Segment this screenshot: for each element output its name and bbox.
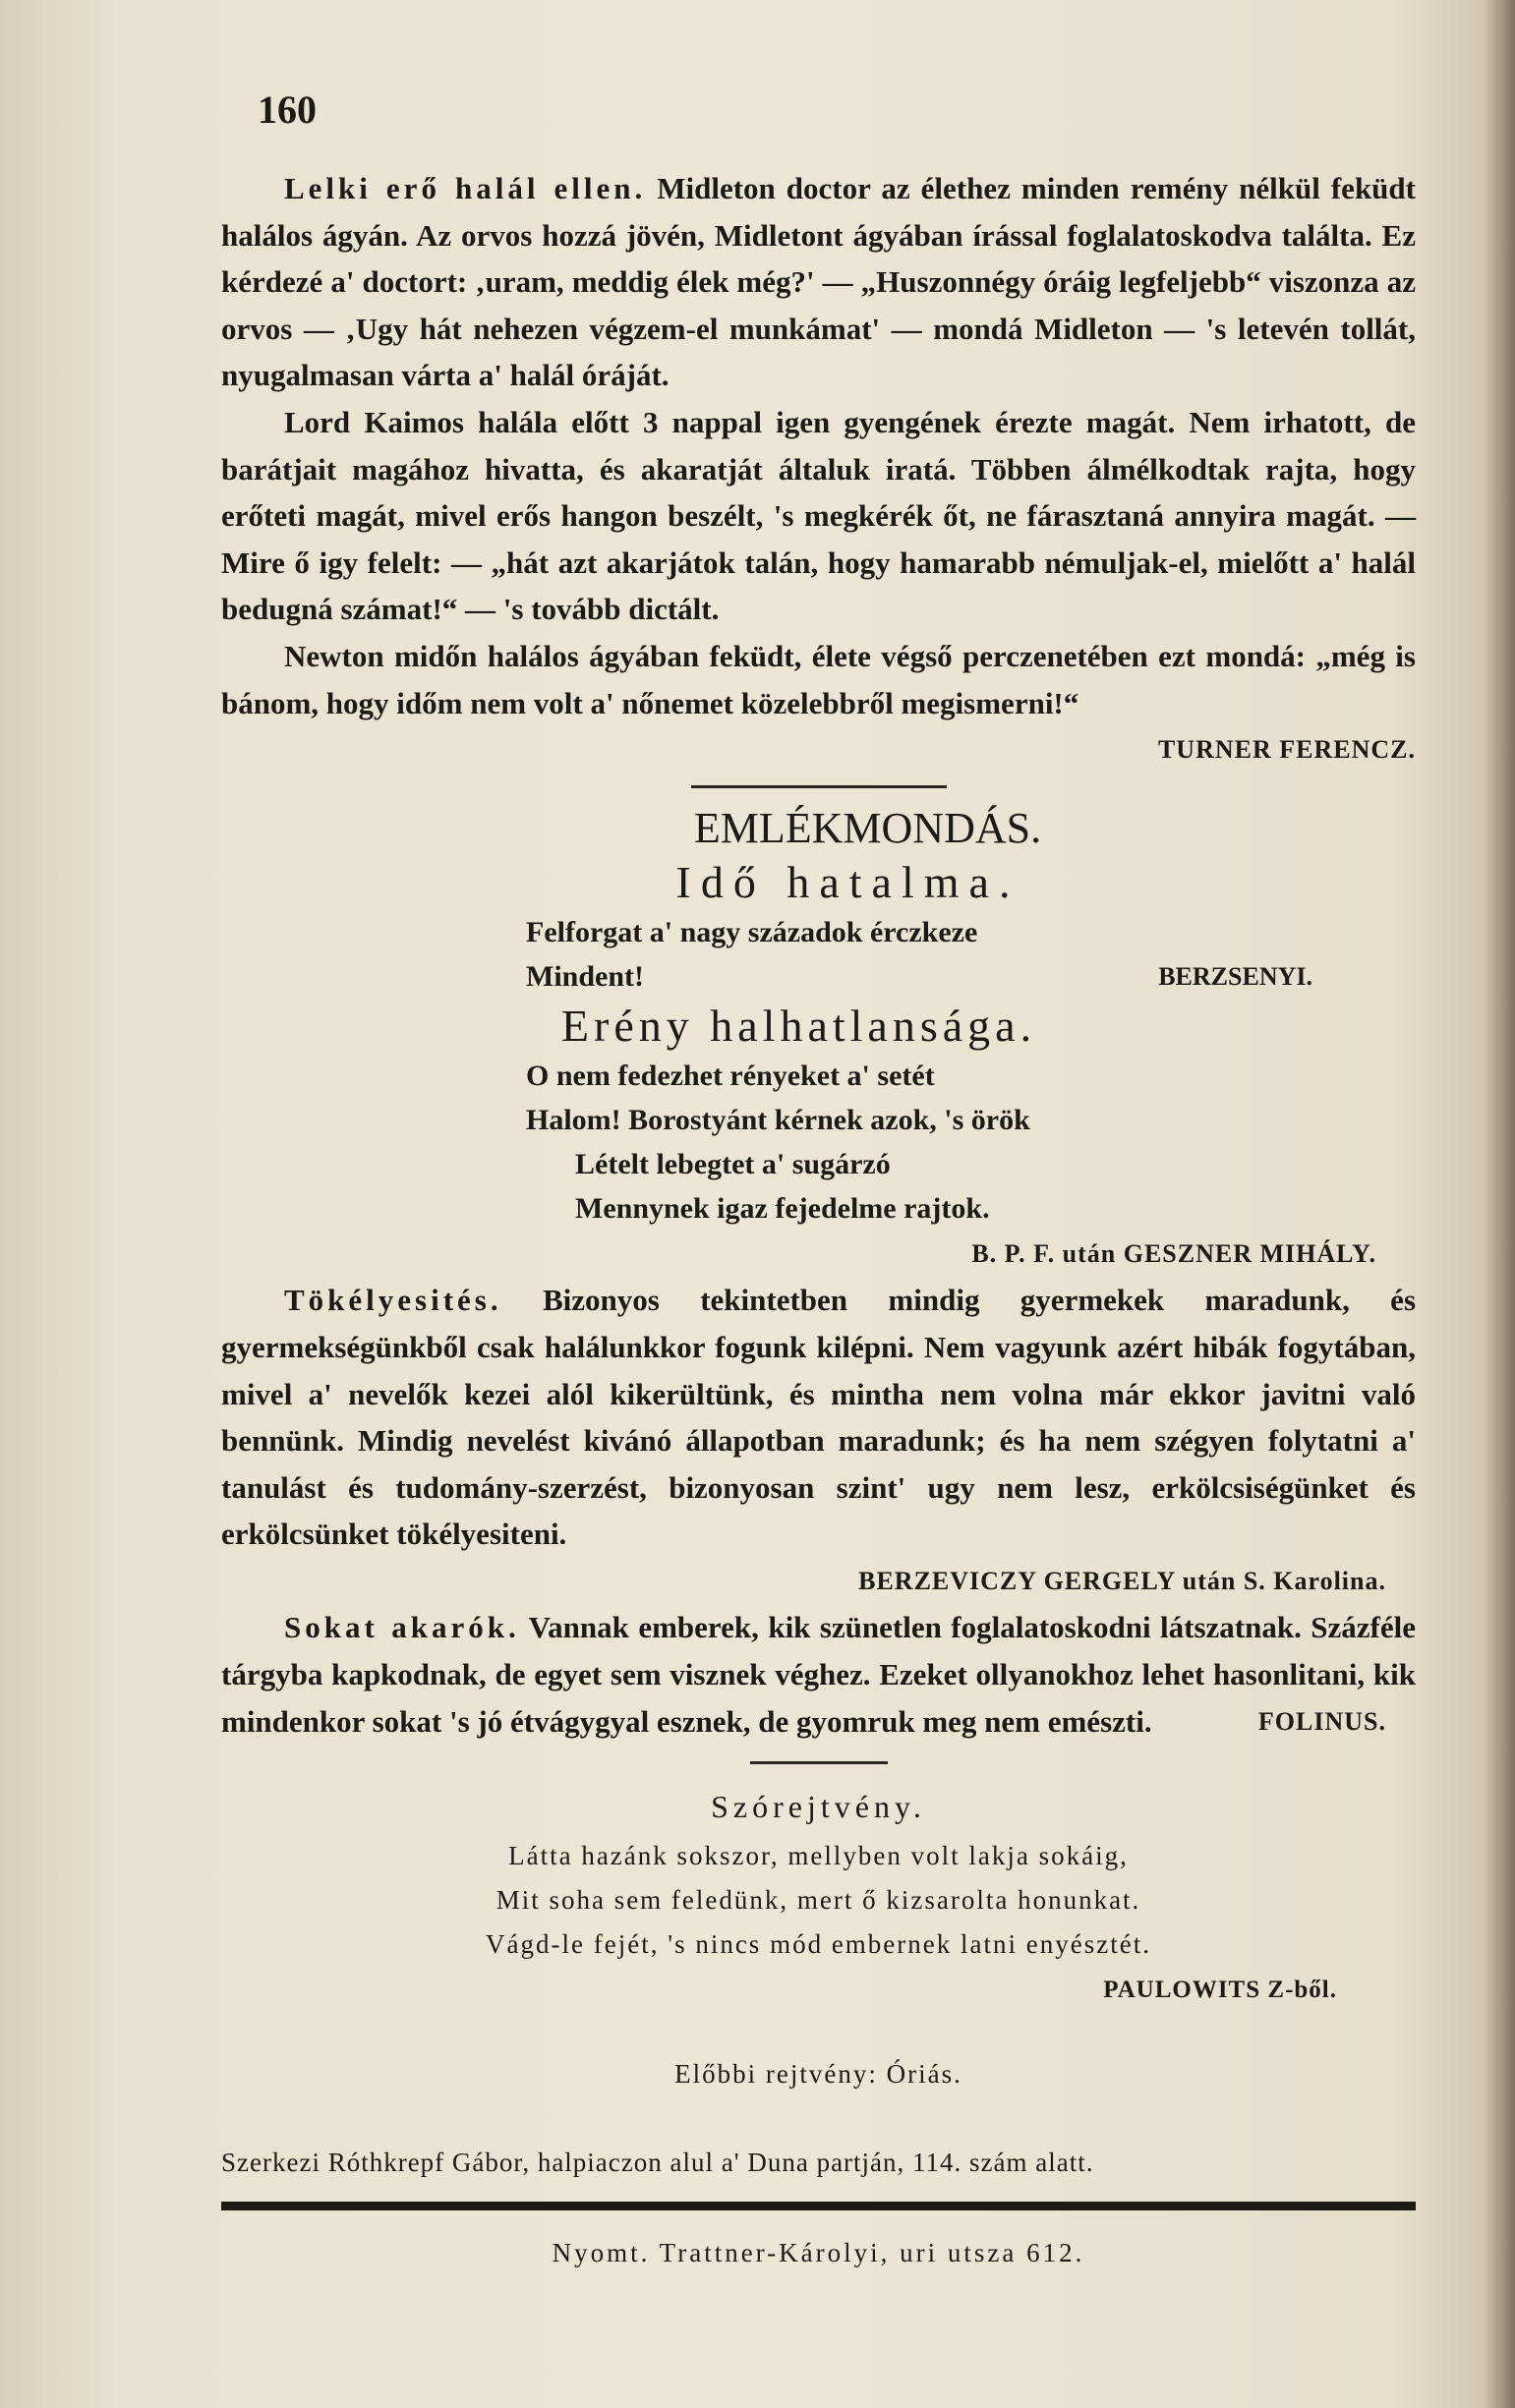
entry-newton: Newton midőn halálos ágyában feküdt, élete végső perczenetében ezt mondá: „még is bánom, hogy időm nem volt a' nőnemet közelebbről megismerni!“ [221, 638, 1416, 720]
riddle-line: Mit soha sem feledünk, mert ő kizsarolta honunkat. [495, 1885, 1141, 1916]
poem-geszner [457, 1054, 1416, 1231]
poem-line: O nem fedezhet rényeket a' setét [526, 1059, 935, 1092]
editor-line: Szerkezi Róthkrepf Gábor, halpiaczon alul a' Duna partján, 114. szám alatt. [221, 2147, 1094, 2177]
riddle-line: Vágd-le fejét, 's nincs mód embernek latni enyésztét. [486, 1929, 1151, 1960]
poem-line: Felforgat a' nagy századok érczkeze [526, 915, 978, 948]
entry-text: Vannak emberek, kik szünetlen foglalatoskodni látszatnak. Százféle tárgyba kapkodnak, de egyet sem visznek véghez. Ezeket ollyanokhoz lehet hasonlitani, kik mindenkor sokat 's jó étvágygyal esznek, de gyomruk meg nem emészti. [221, 1610, 1416, 1739]
entry-title: Lelki erő halál ellen. [284, 171, 647, 205]
page-binding-shadow [1482, 0, 1515, 2408]
poem-row [526, 954, 1416, 999]
entry-kaimos: Lord Kaimos halála előtt 3 nappal igen gyengének érezte magát. Nem irhatott, de barátjait magához hivatta, és akaratját általuk iratá. Többen álmélkodtak rajta, hogy erőteti magát, mivel erős hangon beszélt, 's megkérék őt, ne fárasztaná annyira magát. — Mire ő igy felelt: — „hát azt akarjátok talán, hogy hamarabb némuljak-el, mielőtt a' halál bedugná számat!“ — 's tovább dictált. [221, 404, 1416, 627]
poem-line: Halom! Borostyánt kérnek azok, 's örök [526, 1103, 1030, 1136]
riddle-line: Látta hazánk sokszor, mellyben volt lakja sokáig, [508, 1841, 1129, 1871]
signature-paulowits: PAULOWITS Z-ből. [1103, 1977, 1337, 2004]
top-spacer [221, 79, 1416, 165]
poem-line: Mindent! [526, 959, 644, 993]
entry-text: Bizonyos tekintetben mindig gyermekek maradunk, és gyermekségünkből csak halálunkkor fogunk kilépni. Nem vagyunk azért hibák fogytában, mivel a' nevelők kezei alól kikerültünk, és mintha nem volna már ekkor javitni való bennünk. Mindig nevelést kivánó állapotban maradunk; és ha nem szégyen folytatni a' tanulást és tudomány-szerzést, bizonyosan szint' ugy nem lesz, erkölcsiségünket és erkölcsünket tökélyesiteni. [221, 1283, 1417, 1552]
poem-line: Lételt lebegtet a' sugárzó [575, 1147, 891, 1180]
section-title-emlekmondas: EMLÉKMONDÁS. [693, 803, 1042, 852]
previous-riddle-answer: Előbbi rejtvény: Óriás. [674, 2059, 962, 2090]
footer-rule [221, 2202, 1416, 2210]
poem-line: Mennynek igaz fejedelme rajtok. [575, 1191, 990, 1225]
subheading-ereny: Erény halhatlansága. [560, 1000, 1037, 1051]
riddle-text [221, 1834, 1416, 1967]
signature-folinus: FOLINUS. [1257, 1707, 1386, 1737]
entry-title: Tökélyesités. [284, 1283, 502, 1318]
entry-title: Sokat akarók. [284, 1610, 520, 1645]
entry-text: Midleton doctor az élethez minden remény nélkül feküdt halálos ágyán. Az orvos hozzá jövén, Midletont ágyában írással foglalatoskodva találta. Ez kérdezé a' doctort: ‚uram, meddig élek még?' — „Huszonnégy óráig legfeljebb“ viszonza az orvos — ‚Ugy hát nehezen végzem-el munkámat' — mondá Midleton — 's letevén tollát, nyugalmasan várta a' halál óráját. [221, 171, 1416, 393]
riddle-title: Szórejtvény. [711, 1788, 926, 1824]
entry-tokelyesites [221, 1277, 1416, 1558]
page-content [221, 79, 1416, 2277]
signature-berzsenyi: BERZSENYI. [1158, 961, 1312, 991]
poem-berzsenyi [526, 910, 1416, 999]
signature-berzeviczy: BERZEVICZY GERGELY után S. Karolina. [858, 1566, 1386, 1595]
section-divider [750, 1761, 888, 1764]
page-number: 160 [258, 87, 317, 132]
signature-geszner: B. P. F. után GESZNER MIHÁLY. [971, 1238, 1376, 1268]
subheading-ido-hatalma: Idő hatalma. [675, 856, 1020, 907]
entry-death-midleton [221, 165, 1416, 399]
section-divider [691, 785, 947, 788]
signature-turner: TURNER FERENCZ. [1157, 735, 1416, 765]
printer-line: Nyomt. Trattner-Károlyi, uri utsza 612. [552, 2238, 1085, 2268]
